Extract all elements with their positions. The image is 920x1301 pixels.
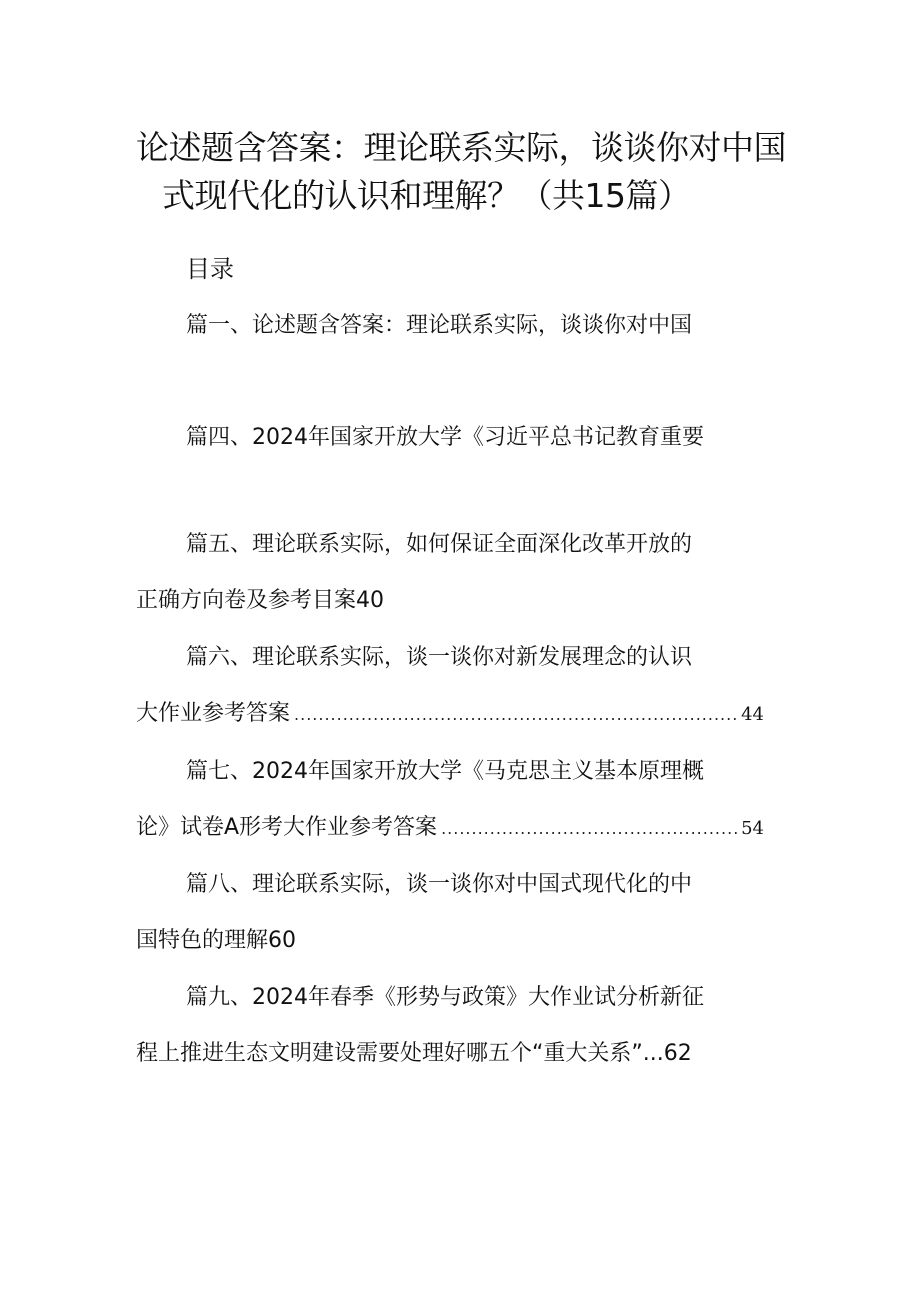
toc-entry-6-text-line-1: 篇六、理论联系实际，谈一谈你对新发展理念的认识 <box>186 645 693 670</box>
toc-entry-6-text-line-2: 大作业参考答案 <box>136 701 291 726</box>
toc-entry-8[interactable] <box>186 868 692 902</box>
toc-entry-5-text-line-1: 篇五、理论联系实际，如何保证全面深化改革开放的 <box>186 532 693 557</box>
toc-entry-1[interactable] <box>186 309 692 343</box>
toc-entry-8-text-line-1: 篇八、理论联系实际，谈一谈你对中国式现代化的中 <box>186 872 693 897</box>
toc-entry-6[interactable] <box>186 641 692 675</box>
toc-entry-7[interactable] <box>186 755 704 789</box>
toc-entry-6-cont[interactable] <box>136 697 764 731</box>
title-line-1: 论述题含答案：理论联系实际，谈谈你对中国 <box>136 128 786 167</box>
toc-entry-4[interactable] <box>186 421 704 455</box>
toc-entry-9-text-line-2: 程上推进生态文明建设需要处理好哪五个“重大关系”...62 <box>136 1041 692 1066</box>
toc-entry-5-text-line-2: 正确方向卷及参考目案40 <box>136 588 384 613</box>
title-line-2: 式现代化的认识和理解？（共15篇） <box>162 176 691 215</box>
dot-leader <box>294 698 739 732</box>
toc-entry-9-text-line-1: 篇九、2024年春季《形势与政策》大作业试分析新征 <box>186 985 704 1010</box>
dot-leader <box>441 812 739 846</box>
toc-entry-6-page-number: 44 <box>741 704 764 725</box>
toc-entry-9[interactable] <box>186 981 704 1015</box>
toc-entry-8-cont[interactable] <box>136 924 296 958</box>
document-title <box>136 124 796 220</box>
toc-heading: 目录 <box>186 255 234 283</box>
toc-entry-7-page-number: 54 <box>741 818 764 839</box>
toc-entry-8-text-line-2: 国特色的理解60 <box>136 928 296 953</box>
toc-entry-4-text: 篇四、2024年国家开放大学《习近平总书记教育重要 <box>186 425 704 450</box>
toc-entry-7-text-line-1: 篇七、2024年国家开放大学《马克思主义基本原理概 <box>186 759 704 784</box>
toc-entry-7-cont[interactable] <box>136 811 764 845</box>
toc-entry-5-cont[interactable] <box>136 584 384 618</box>
toc-entry-5[interactable] <box>186 528 692 562</box>
toc-entry-1-text: 篇一、论述题含答案：理论联系实际，谈谈你对中国 <box>186 313 693 338</box>
toc-entry-7-text-line-2: 论》试卷A形考大作业参考答案 <box>136 815 438 840</box>
toc-entry-9-cont[interactable] <box>136 1037 692 1071</box>
